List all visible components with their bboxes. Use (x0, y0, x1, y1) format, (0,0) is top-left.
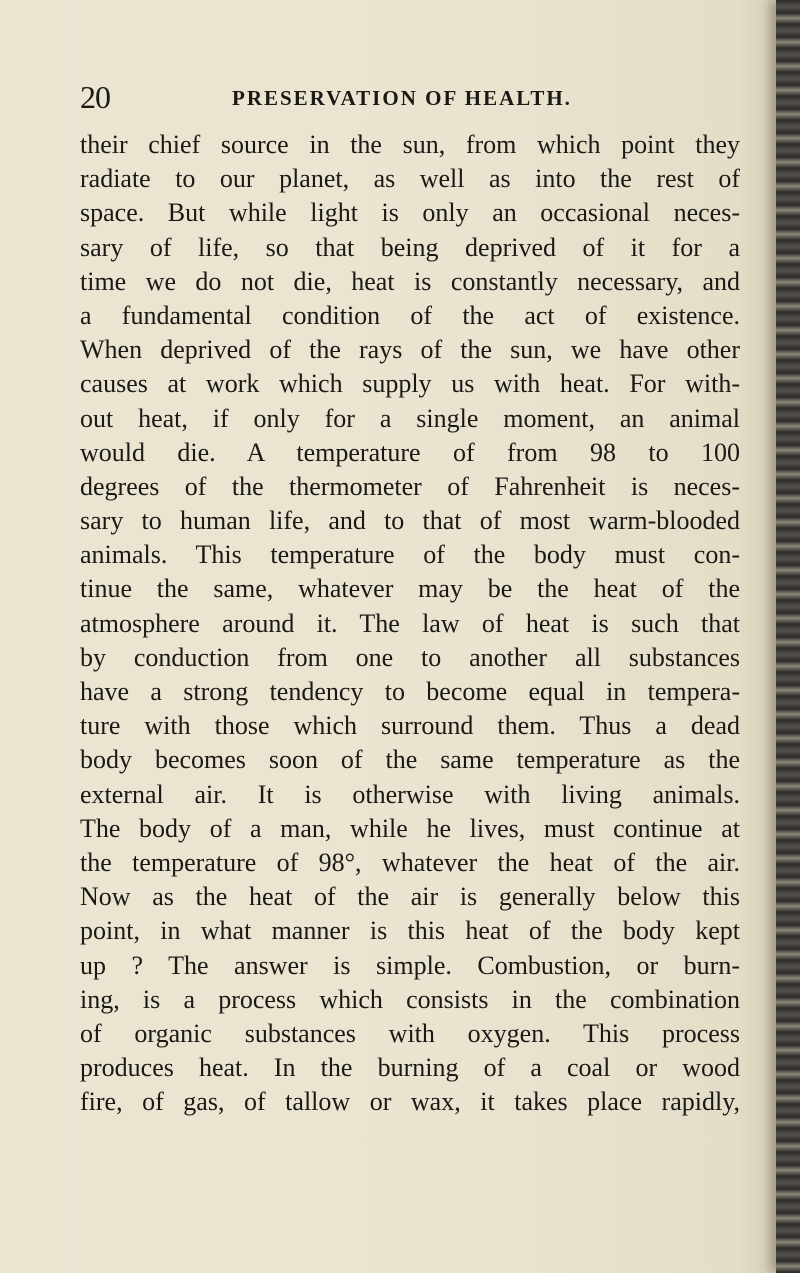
text-line: a fundamental condition of the act of existence. (80, 300, 740, 330)
text-line: external air. It is otherwise with living animals. (80, 779, 740, 809)
text-line: causes at work which supply us with heat. For with- (80, 369, 740, 399)
text-line: of organic substances with oxygen. This process (80, 1018, 740, 1048)
text-line: by conduction from one to another all substances (80, 642, 740, 672)
text-line: ing, is a process which consists in the combination (80, 984, 740, 1014)
text-line: animals. This temperature of the body must con- (80, 540, 740, 570)
text-line: sary of life, so that being deprived of it for a (80, 232, 740, 262)
text-line: time we do not die, heat is constantly necessary, and (80, 266, 740, 296)
text-line: the temperature of 98°, whatever the heat of the air. (80, 847, 740, 877)
text-line: body becomes soon of the same temperature as the (80, 745, 740, 775)
text-line: fire, of gas, of tallow or wax, it takes place rapidly, (80, 1087, 740, 1117)
text-line: out heat, if only for a single moment, an animal (80, 403, 740, 433)
text-line: degrees of the thermometer of Fahrenheit is neces- (80, 471, 740, 501)
text-line: have a strong tendency to become equal in tempera- (80, 677, 740, 706)
page-header (80, 78, 740, 116)
text-line: radiate to our planet, as well as into the rest of (80, 164, 740, 194)
text-line: tinue the same, whatever may be the heat of the (80, 574, 740, 604)
page-number: 20 (80, 79, 110, 115)
text-line: When deprived of the rays of the sun, we have other (80, 335, 740, 365)
text-line: ture with those which surround them. Thus a dead (80, 711, 740, 741)
text-line: their chief source in the sun, from which point they (80, 130, 740, 159)
text-line: atmosphere around it. The law of heat is such that (80, 608, 740, 638)
text-line: up ? The answer is simple. Combustion, or burn- (80, 950, 740, 980)
text-line: would die. A temperature of from 98 to 100 (80, 437, 740, 467)
page-binding-edge (776, 0, 800, 1273)
body-text (80, 128, 740, 1119)
running-head: PRESERVATION OF HEALTH. (232, 86, 572, 110)
text-line: point, in what manner is this heat of the body kept (80, 916, 740, 946)
text-line: The body of a man, while he lives, must continue at (80, 813, 740, 843)
text-line: produces heat. In the burning of a coal or wood (80, 1053, 740, 1083)
text-line: space. But while light is only an occasional neces- (80, 198, 740, 228)
text-line: sary to human life, and to that of most warm-blooded (80, 506, 740, 536)
text-line: Now as the heat of the air is generally below this (80, 882, 740, 912)
